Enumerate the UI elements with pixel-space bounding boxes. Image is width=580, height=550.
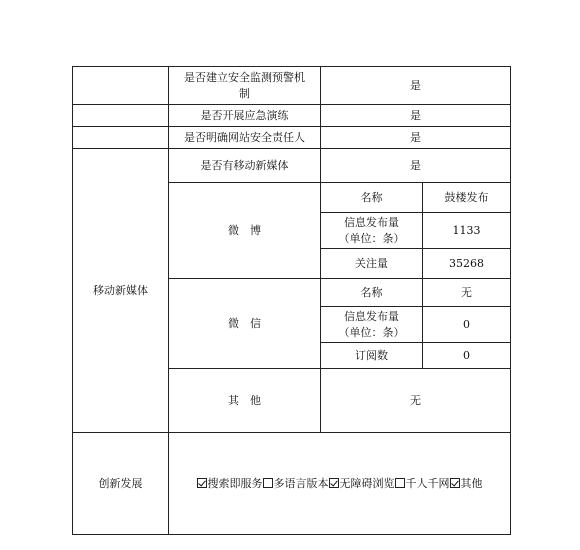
has-media-value: 是 [321,149,511,183]
table-row [73,127,511,149]
responsibility-value: 是 [321,127,511,149]
table-row [73,105,511,127]
wechat-posts-value: 0 [423,307,511,343]
table-row [73,149,511,183]
wechat-name-label: 名称 [321,279,423,307]
drill-value: 是 [321,105,511,127]
option-label: 其他 [460,476,483,490]
wechat-posts-label-line2: （单位：条） [338,325,405,339]
other-label: 其 他 [169,369,321,433]
option-label: 千人千网 [405,476,450,490]
report-table-wrapper [72,66,510,534]
option-other[interactable] [450,477,483,490]
wechat-subs-label: 订阅数 [321,343,423,369]
drill-label: 是否开展应急演练 [169,105,321,127]
mobile-media-section-label: 移动新媒体 [73,149,169,433]
has-media-label: 是否有移动新媒体 [169,149,321,183]
wechat-name-value: 无 [423,279,511,307]
checkbox-icon[interactable] [395,478,405,488]
blank-cell [73,67,169,105]
weibo-name-value: 鼓楼发布 [423,183,511,213]
weibo-label: 微 博 [169,183,321,279]
option-multilingual[interactable] [263,477,329,490]
weibo-posts-label [321,213,423,249]
blank-cell [73,127,169,149]
wechat-subs-value: 0 [423,343,511,369]
option-label: 多语言版本 [273,476,329,490]
innovation-options-list [197,477,483,490]
checkbox-icon[interactable] [450,478,460,488]
checkbox-icon[interactable] [263,478,273,488]
option-accessibility[interactable] [329,477,395,490]
option-label: 无障碍浏览 [339,476,395,490]
wechat-posts-label [321,307,423,343]
innovation-options [169,433,511,535]
weibo-followers-value: 35268 [423,249,511,279]
table-row [73,433,511,535]
weibo-name-label: 名称 [321,183,423,213]
wechat-label: 微 信 [169,279,321,369]
checkbox-icon[interactable] [197,478,207,488]
innovation-section-label: 创新发展 [73,433,169,535]
checkbox-icon[interactable] [329,478,339,488]
wechat-posts-label-line1: 信息发布量 [344,309,399,323]
option-label: 搜索即服务 [207,476,263,490]
monitoring-value: 是 [321,67,511,105]
table-row [73,67,511,105]
weibo-posts-label-line2: （单位：条） [338,231,405,245]
other-value: 无 [321,369,511,433]
responsibility-label: 是否明确网站安全责任人 [169,127,321,149]
option-personalized[interactable] [395,477,450,490]
blank-cell [73,105,169,127]
option-search-service[interactable] [197,477,263,490]
monitoring-label: 是否建立安全监测预警机制 [169,67,321,105]
weibo-followers-label: 关注量 [321,249,423,279]
website-report-table [72,66,511,535]
weibo-posts-label-line1: 信息发布量 [344,215,399,229]
weibo-posts-value: 1133 [423,213,511,249]
